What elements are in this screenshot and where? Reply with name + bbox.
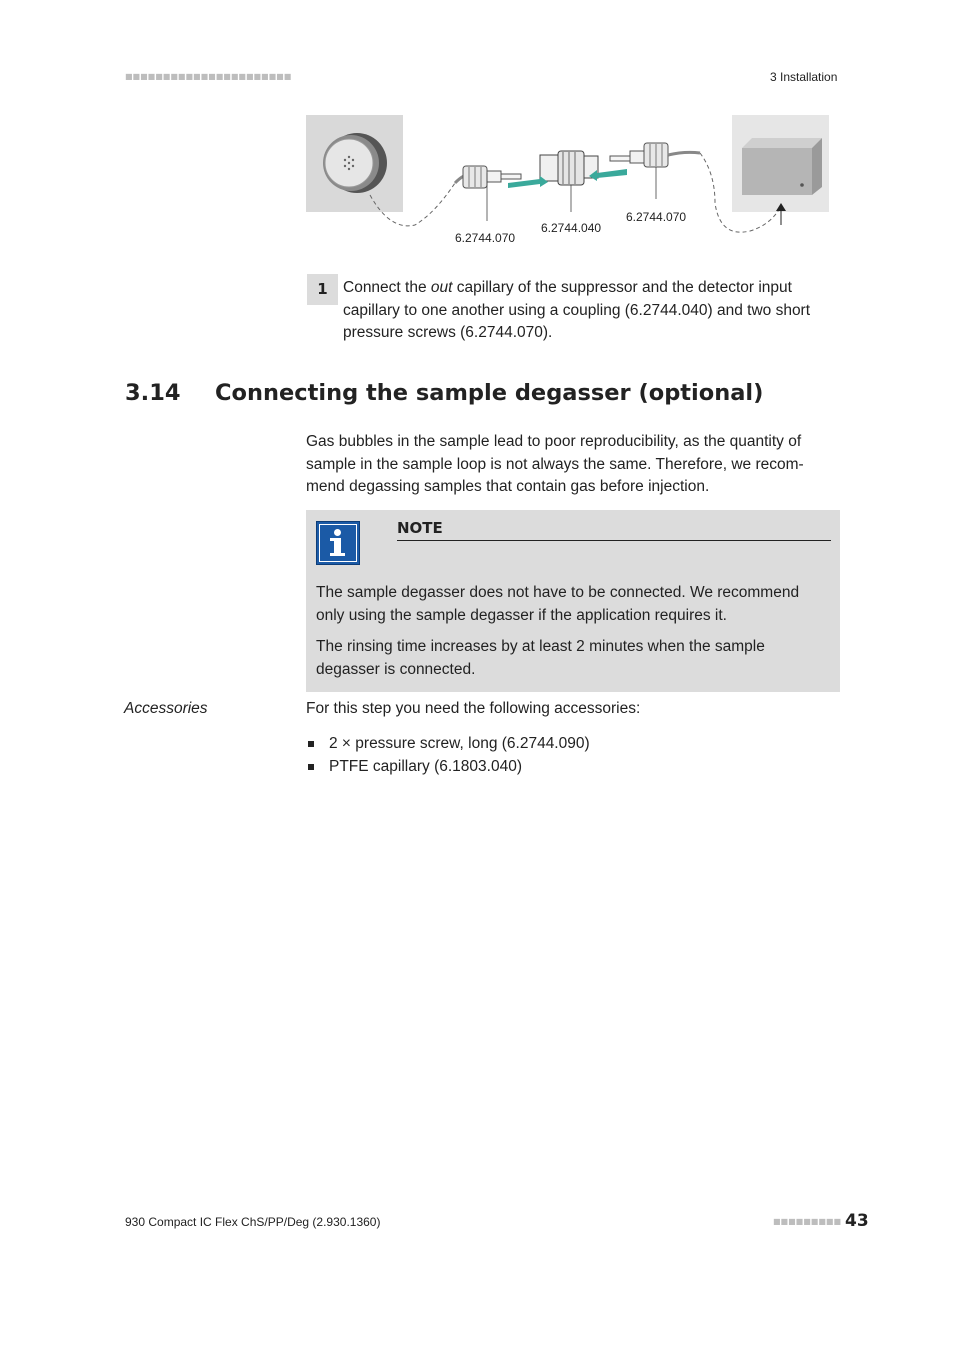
note-paragraph: The sample degasser does not have to be connected. We recommend only using the sample degasser if the application requires it. (316, 584, 800, 624)
figure-label-coupling: 6.2744.040 (541, 221, 602, 235)
accessories-list (306, 732, 590, 778)
step-text-part: Connect the (343, 279, 431, 296)
list-item (306, 755, 590, 778)
accessories-intro: For this step you need the following accessories: (306, 700, 641, 717)
bullet-icon (308, 741, 314, 747)
bullet-icon (308, 764, 314, 770)
note-box (306, 510, 840, 692)
accessories-label: Accessories (124, 700, 208, 717)
list-item-text: 2 × pressure screw, long (6.2744.090) (329, 735, 590, 752)
section-title: Connecting the sample degasser (optional) (215, 380, 764, 406)
header-chapter: 3 Installation (770, 70, 838, 84)
list-item-text: PTFE capillary (6.1803.040) (329, 758, 522, 775)
intro-paragraph: Gas bubbles in the sample lead to poor reproducibility, as the quantity of sample in the sample loop is not always the same. Therefore, we recom-mend degassing samples that contain gas before injection. (306, 433, 804, 495)
list-item (306, 732, 590, 755)
info-icon (316, 521, 360, 565)
footer-document-title: 930 Compact IC Flex ChS/PP/Deg (2.930.1360) (125, 1215, 381, 1229)
footer-decoration: ■■■■■■■■■ (773, 1217, 842, 1226)
section-number: 3.14 (125, 380, 181, 406)
note-title: NOTE (397, 519, 831, 541)
step-text (343, 277, 843, 345)
step-number: 1 (307, 274, 338, 305)
page-number: 43 (845, 1211, 869, 1231)
figure-label-screw-left: 6.2744.070 (455, 231, 516, 245)
step-text-italic: out (430, 279, 453, 296)
capillary-connection-figure (305, 113, 830, 248)
step-text-part: capillary of the suppressor and the detector input capillary to one another using a coupling (6.2744.040) and two short pressure screws (6.2744.070). (343, 279, 811, 341)
section-heading (125, 380, 763, 406)
note-paragraph: The rinsing time increases by at least 2 minutes when the sample degasser is connected. (316, 638, 765, 678)
header-decoration: ■■■■■■■■■■■■■■■■■■■■■■ (125, 72, 292, 81)
figure-label-screw-right: 6.2744.070 (626, 210, 687, 224)
